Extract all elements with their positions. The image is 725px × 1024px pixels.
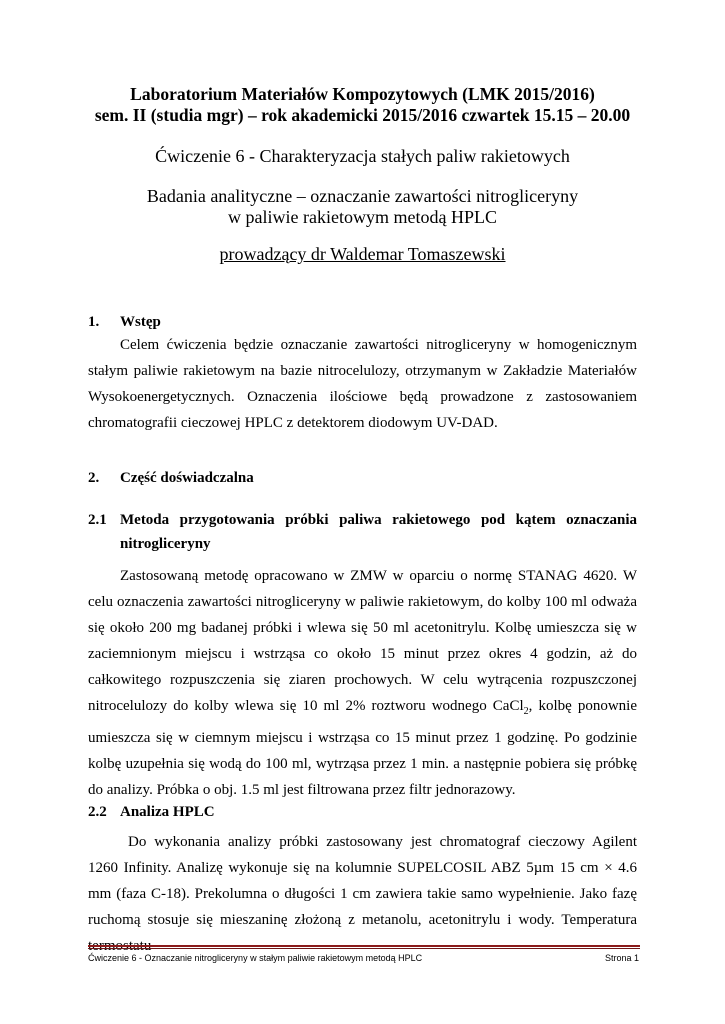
exercise-subtitle-line-1: Badania analityczne – oznaczanie zawartości nitrogliceryny — [146, 186, 579, 206]
section-2-1-paragraph — [88, 563, 637, 803]
lecturer-line: prowadzący dr Waldemar Tomaszewski — [219, 244, 506, 264]
section-2-2-paragraph: Do wykonania analizy próbki zastosowany jest chromatograf cieczowy Agilent 1260 Infinity. Analizę wykonuje się na kolumnie SUPELCOSIL ABZ 5µm 15 cm × 4.6 mm (faza C-18). Prekolumna o długości 1 cm zawiera takie samo wypełnienie. Jako fazę ruchomą stosuje się mieszaninę złożoną z metanolu, acetonitrylu i wody. Temperatura — [88, 834, 637, 928]
section-2-1-title-line-1: Metoda przygotowania próbki paliwa rakietowego pod kątem oznaczania — [120, 512, 637, 528]
section-2-title: Część doświadczalna — [120, 470, 254, 486]
section-2-number: 2. — [88, 470, 100, 486]
section-1-paragraph: Celem ćwiczenia będzie oznaczanie zawartości nitrogliceryny w homogenicznym stałym paliwie rakietowym na bazie nitrocelulozy, otrzymanym w Zakładzie Materiałów Wysokoenergetycznych. Oznaczenia ilościowe będą prowadzone z zastosowaniem chromatografii cieczowej HPLC z detektorem diodowym UV-DAD. — [88, 337, 637, 431]
exercise-title: Ćwiczenie 6 - Charakteryzacja stałych paliw rakietowych — [155, 146, 570, 166]
section-1-number: 1. — [88, 314, 100, 330]
section-2-1-subscript: 2 — [523, 706, 529, 717]
footer-rule-shadow — [88, 948, 640, 949]
footer-rule — [88, 945, 640, 947]
exercise-subtitle — [60, 186, 665, 228]
section-2-2-number: 2.2 — [88, 804, 107, 820]
section-2-2-title: Analiza HPLC — [120, 804, 215, 820]
course-title — [60, 84, 665, 126]
section-2-1-title-line-2: nitrogliceryny — [120, 536, 211, 552]
footer-text: Ćwiczenie 6 - Oznaczanie nitrogliceryny w stałym paliwie rakietowym metodą HPLC — [88, 953, 423, 963]
section-2-1-text-after: , kolbę ponownie umieszcza się w ciemnym miejscu i wstrząsa co 15 minut przez 1 godzinę. Po godzinie kolbę uzupełnia się wodą do 100 ml, wytrząsa przez 1 min. a następnie pobiera się próbkę do analizy. Próbka o obj. 1.5 ml jest filtrowana przez filtr jednorazowy. — [88, 698, 637, 798]
course-title-line-1: Laboratorium Materiałów Kompozytowych (LMK 2015/2016) — [130, 84, 595, 104]
section-2-1-text-before: Zastosowaną metodę opracowano w ZMW w oparciu o normę STANAG 4620. W celu oznaczenia zawartości nitrogliceryny w paliwie rakietowym, do kolby 100 ml odważa się około 200 mg badanej próbki i wlewa się 50 ml acetonitrylu. Kolbę umieszcza się w zaciemnionym miejscu i wstrząsa co około 15 minut przez okres 4 godzin, aż do całkowitego rozpuszczenia się ziaren prochowych. W celu wytrącenia rozpuszczonej nitrocelulozy do kolby wlewa się 10 ml 2% roztworu wodnego CaCl — [88, 568, 637, 714]
section-1-title: Wstęp — [120, 314, 161, 330]
exercise-subtitle-line-2: w paliwie rakietowym metodą HPLC — [228, 207, 497, 227]
page-number: Strona 1 — [604, 953, 639, 963]
course-title-line-2: sem. II (studia mgr) – rok akademicki 2015/2016 czwartek 15.15 – 20.00 — [94, 105, 631, 125]
section-2-1-number: 2.1 — [88, 512, 107, 528]
